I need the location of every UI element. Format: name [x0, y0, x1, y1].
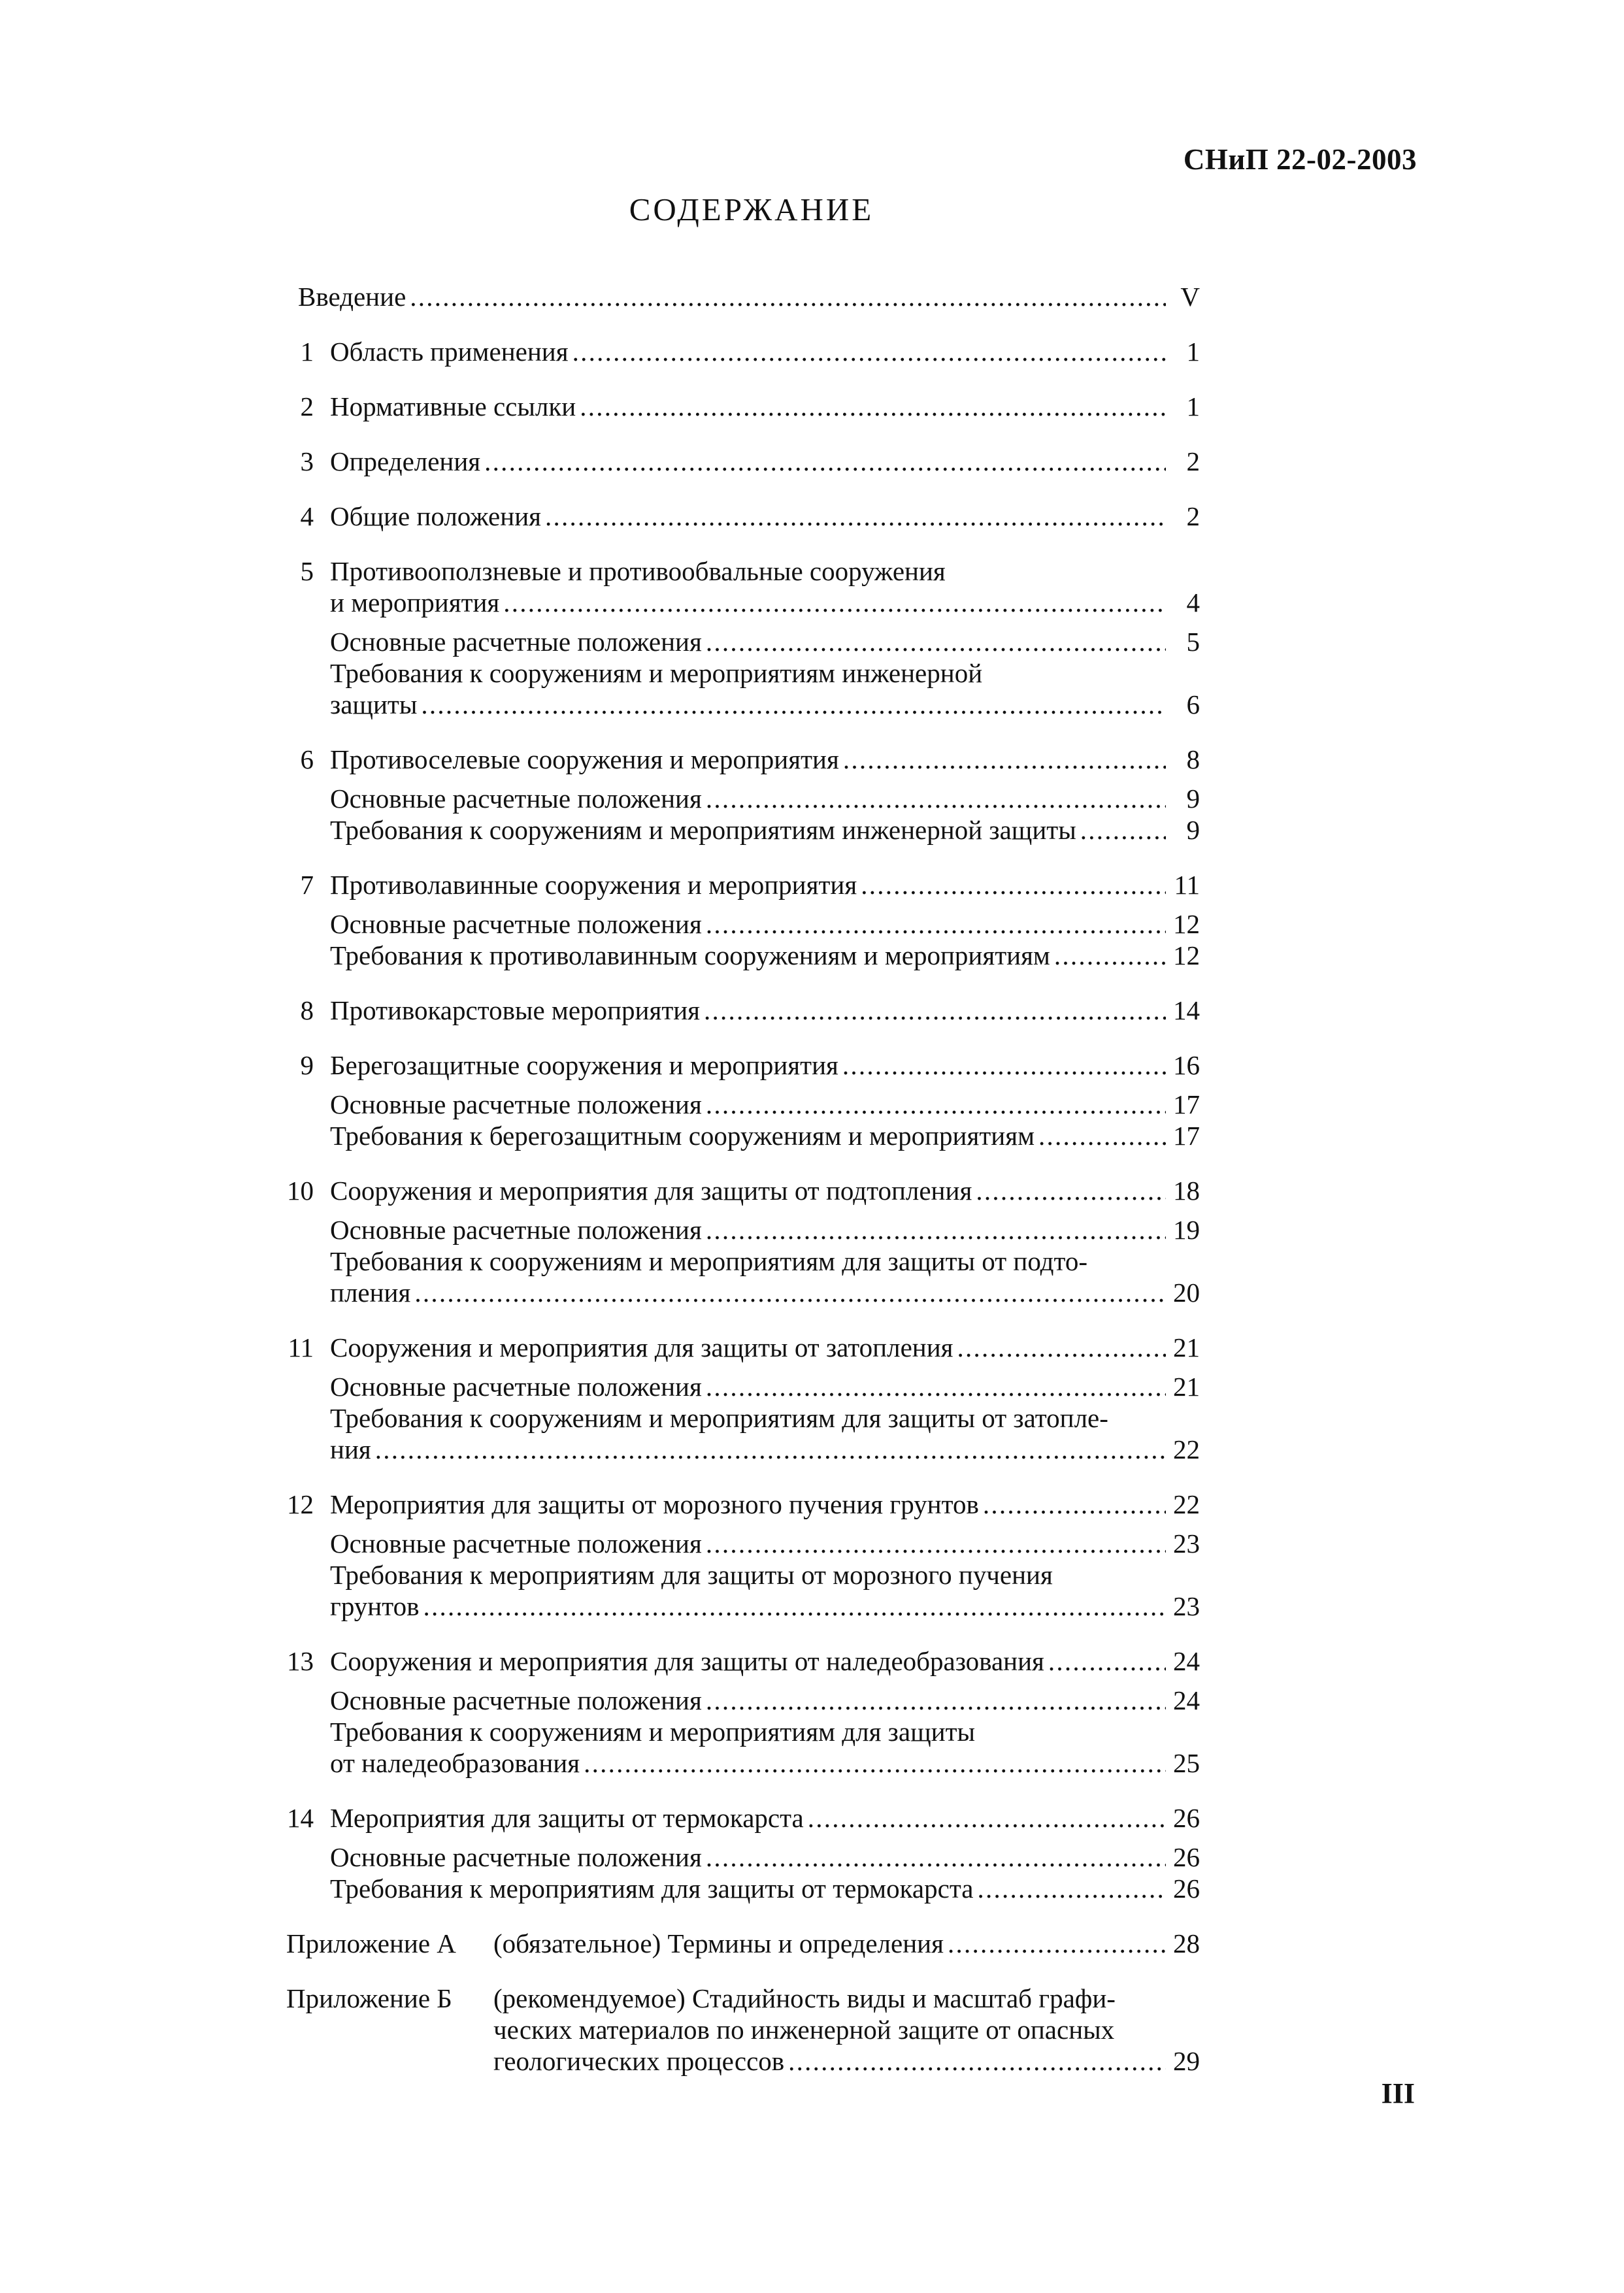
- dot-leader: [584, 1747, 1166, 1779]
- toc-page-number: 24: [1173, 1646, 1200, 1676]
- toc-entry-section-8[interactable]: [300, 995, 1200, 1026]
- toc-entry-title-cont: ческих материалов по инженерной защите от опасных: [493, 2015, 1115, 2045]
- toc-subentry-10-2[interactable]: [330, 1277, 1200, 1308]
- toc-page-number: 23: [1173, 1528, 1200, 1559]
- dot-leader: [808, 1802, 1166, 1834]
- dot-leader: [704, 995, 1166, 1026]
- dot-leader: [1038, 1120, 1166, 1151]
- toc-subentry-title: Требования к берегозащитным сооружениям и мероприятиям: [330, 1121, 1035, 1151]
- dot-leader: [410, 281, 1166, 312]
- toc-subentry-title: Основные расчетные положения: [330, 1842, 702, 1872]
- dot-leader: [1048, 1645, 1166, 1677]
- toc-subentry-title-cont: ния: [330, 1434, 371, 1464]
- toc-entry-section-6[interactable]: [300, 744, 1200, 775]
- toc-page-number: V: [1180, 282, 1200, 312]
- toc-subentry-5-1[interactable]: [330, 626, 1200, 657]
- toc-subentry-title-cont: защиты: [330, 689, 418, 719]
- toc-subentry-title: Основные расчетные положения: [330, 1685, 702, 1715]
- section-number: 2: [300, 391, 314, 421]
- toc-entry-title: (обязательное) Термины и определения: [493, 1928, 944, 1958]
- toc-subentry-9-1[interactable]: [330, 1089, 1200, 1120]
- toc-entry-title: Берегозащитные сооружения и мероприятия: [330, 1050, 838, 1080]
- toc-page-number: 20: [1173, 1278, 1200, 1308]
- toc-subentry-title: Основные расчетные положения: [330, 627, 702, 657]
- dot-leader: [788, 2045, 1166, 2077]
- toc-page-number: 5: [1186, 627, 1200, 657]
- toc-page-number: 21: [1173, 1372, 1200, 1402]
- toc-page-number: 23: [1173, 1591, 1200, 1621]
- toc-entry-title-cont: и мероприятия: [330, 587, 500, 618]
- toc-subentry-title-cont: от наледеобразования: [330, 1748, 580, 1778]
- dot-leader: [861, 869, 1166, 900]
- document-code: СНиП 22-02-2003: [1183, 143, 1417, 176]
- toc-entry-title: Сооружения и мероприятия для защиты от затопления: [330, 1332, 953, 1362]
- toc-page-number: 25: [1173, 1748, 1200, 1778]
- toc-subentry-6-1[interactable]: [330, 783, 1200, 814]
- dot-leader: [580, 391, 1166, 422]
- toc-entry-title: Противоселевые сооружения и мероприятия: [330, 744, 839, 774]
- toc-page-number: 26: [1173, 1842, 1200, 1872]
- toc-subentry-13-2[interactable]: [330, 1747, 1200, 1779]
- toc-subentry-title: Основные расчетные положения: [330, 909, 702, 939]
- toc-subentry-title: Основные расчетные положения: [330, 784, 702, 814]
- toc-page-number: 4: [1186, 587, 1200, 618]
- dot-leader: [706, 1528, 1166, 1559]
- toc-subentry-title: Требования к сооружениям и мероприятиям инженерной защиты: [330, 815, 1076, 845]
- toc-entry-title: Противолавинные сооружения и мероприятия: [330, 870, 857, 900]
- dot-leader: [545, 501, 1166, 532]
- toc-entry-section-7[interactable]: [300, 869, 1200, 900]
- dot-leader: [976, 1175, 1166, 1206]
- toc-page-number: 9: [1186, 784, 1200, 814]
- toc-entry-title: Общие положения: [330, 501, 541, 531]
- toc-entry-section-13[interactable]: [287, 1645, 1200, 1677]
- toc-subentry-title: Требования к сооружениям и мероприятиям для защиты от затопле-: [330, 1403, 1108, 1433]
- toc-subentry-14-2[interactable]: [330, 1873, 1200, 1904]
- toc-entry-title: Область применения: [330, 337, 569, 367]
- dot-leader: [842, 1049, 1166, 1081]
- toc-subentry-title: Требования к сооружениям и мероприятиям инженерной: [330, 658, 983, 688]
- section-number: 11: [288, 1332, 314, 1362]
- toc-page-number: 19: [1173, 1215, 1200, 1245]
- section-number: 4: [300, 501, 314, 531]
- dot-leader: [948, 1928, 1166, 1959]
- dot-leader: [1080, 814, 1166, 846]
- dot-leader: [423, 1591, 1166, 1622]
- toc-entry-section-11[interactable]: [288, 1332, 1200, 1363]
- toc-entry-section-10[interactable]: [287, 1175, 1200, 1206]
- toc-entry-section-2[interactable]: [300, 391, 1200, 422]
- toc-subentry-title: Требования к мероприятиям для защиты от термокарста: [330, 1873, 974, 1904]
- toc-subentry-14-1[interactable]: [330, 1841, 1200, 1873]
- toc-page-number: 12: [1173, 940, 1200, 970]
- dot-leader: [706, 1685, 1166, 1716]
- toc-subentry-12-1[interactable]: [330, 1528, 1200, 1559]
- toc-page-number: 26: [1173, 1873, 1200, 1904]
- toc-page-number: 2: [1186, 501, 1200, 531]
- toc-subentry-13-1[interactable]: [330, 1685, 1200, 1716]
- appendix-a-label: Приложение А: [286, 1928, 456, 1958]
- dot-leader: [375, 1434, 1166, 1465]
- section-number: 13: [287, 1646, 314, 1676]
- toc-entry-section-3[interactable]: [300, 446, 1200, 477]
- toc-page-number: 17: [1173, 1089, 1200, 1119]
- toc-subentry-12-2-title[interactable]: [330, 1559, 1053, 1591]
- dot-leader: [983, 1489, 1166, 1520]
- dot-leader: [414, 1277, 1166, 1308]
- dot-leader: [706, 1371, 1166, 1402]
- toc-entry-title: Противооползневые и противообвальные сооружения: [330, 556, 946, 586]
- section-number: 8: [300, 995, 314, 1025]
- section-number: 14: [287, 1803, 314, 1833]
- toc-page-number: 18: [1173, 1176, 1200, 1206]
- toc-subentry-6-2[interactable]: [330, 814, 1200, 846]
- toc-page-number: 11: [1174, 870, 1200, 900]
- toc-entry-title: Сооружения и мероприятия для защиты от подтопления: [330, 1176, 972, 1206]
- toc-subentry-13-2-title[interactable]: [330, 1716, 975, 1747]
- toc-subentry-title: Основные расчетные положения: [330, 1215, 702, 1245]
- toc-subentry-9-2[interactable]: [330, 1120, 1200, 1151]
- toc-entry-appendix-a[interactable]: [493, 1928, 1200, 1959]
- toc-entry-title-cont: геологических процессов: [493, 2046, 785, 2076]
- toc-subentry-7-2[interactable]: [330, 940, 1200, 971]
- toc-page-number: 28: [1173, 1928, 1200, 1958]
- toc-subentry-title-cont: грунтов: [330, 1591, 420, 1621]
- dot-leader: [706, 626, 1166, 657]
- page-number: III: [1381, 2077, 1415, 2109]
- toc-subentry-10-1[interactable]: [330, 1214, 1200, 1245]
- toc-subentry-title: Требования к противолавинным сооружениям и мероприятиям: [330, 940, 1050, 970]
- toc-page-number: 14: [1173, 995, 1200, 1025]
- section-number: 5: [300, 556, 314, 586]
- toc-entry-title: Мероприятия для защиты от морозного пучения грунтов: [330, 1489, 979, 1519]
- dot-leader: [706, 1214, 1166, 1245]
- toc-page-number: 17: [1173, 1121, 1200, 1151]
- toc-entry-title: Противокарстовые мероприятия: [330, 995, 701, 1025]
- toc-subentry-title: Основные расчетные положения: [330, 1372, 702, 1402]
- toc-subentry-11-2-title[interactable]: [330, 1402, 1108, 1434]
- toc-subentry-11-1[interactable]: [330, 1371, 1200, 1402]
- toc-page-number: 16: [1173, 1050, 1200, 1080]
- toc-page-number: 24: [1173, 1685, 1200, 1715]
- dot-leader: [484, 446, 1166, 477]
- toc-subentry-title: Основные расчетные положения: [330, 1528, 702, 1559]
- dot-leader: [706, 908, 1166, 940]
- toc-page-number: 8: [1186, 744, 1200, 774]
- toc-subentry-title: Требования к мероприятиям для защиты от морозного пучения: [330, 1560, 1053, 1590]
- toc-subentry-title: Требования к сооружениям и мероприятиям для защиты от подто-: [330, 1246, 1088, 1276]
- section-number: 6: [300, 744, 314, 774]
- toc-entry-appendix-b[interactable]: [493, 2045, 1200, 2077]
- page-title: СОДЕРЖАНИЕ: [629, 191, 874, 227]
- dot-leader: [706, 1841, 1166, 1873]
- section-number: 9: [300, 1050, 314, 1080]
- toc-entry-title: (рекомендуемое) Стадийность виды и масштаб графи-: [493, 1983, 1116, 2013]
- dot-leader: [706, 1089, 1166, 1120]
- toc-subentry-11-2[interactable]: [330, 1434, 1200, 1465]
- dot-leader: [706, 783, 1166, 814]
- appendix-b-label: Приложение Б: [286, 1983, 452, 2013]
- toc-subentry-10-2-title[interactable]: [330, 1245, 1087, 1277]
- toc-entry-section-12[interactable]: [287, 1489, 1200, 1520]
- section-number: 1: [300, 337, 314, 367]
- dot-leader: [977, 1873, 1166, 1904]
- toc-entry-appendix-b-line1[interactable]: [493, 1983, 1116, 2014]
- section-number: 12: [287, 1489, 314, 1519]
- dot-leader: [957, 1332, 1166, 1363]
- toc-entry-section-9[interactable]: [300, 1049, 1200, 1081]
- toc-page-number: 1: [1186, 391, 1200, 421]
- section-number: 7: [300, 870, 314, 900]
- toc-subentry-12-2[interactable]: [330, 1591, 1200, 1622]
- toc-page-number: 12: [1173, 909, 1200, 939]
- toc-page-number: 29: [1173, 2046, 1200, 2076]
- toc-entry-title: Введение: [298, 282, 406, 312]
- toc-page-number: 22: [1173, 1434, 1200, 1464]
- dot-leader: [503, 587, 1166, 618]
- toc-page-number: 9: [1186, 815, 1200, 845]
- toc-page-number: 6: [1186, 689, 1200, 719]
- section-number: 10: [287, 1176, 314, 1206]
- toc-subentry-7-1[interactable]: [330, 908, 1200, 940]
- toc-entry-section-5[interactable]: [330, 587, 1200, 618]
- toc-entry-title: Сооружения и мероприятия для защиты от наледеобразования: [330, 1646, 1044, 1676]
- toc-entry-section-1[interactable]: [300, 336, 1200, 367]
- toc-entry-section-4[interactable]: [300, 501, 1200, 532]
- toc-subentry-5-2[interactable]: [330, 689, 1200, 720]
- toc-page-number: 1: [1186, 337, 1200, 367]
- dot-leader: [1054, 940, 1166, 971]
- toc-entry-appendix-b-line2[interactable]: [493, 2014, 1114, 2045]
- toc-subentry-title-cont: пления: [330, 1278, 411, 1308]
- section-number: 3: [300, 446, 314, 476]
- toc-subentry-title: Основные расчетные положения: [330, 1089, 702, 1119]
- toc-entry-title: Определения: [330, 446, 481, 476]
- toc-subentry-title: Требования к сооружениям и мероприятиям для защиты: [330, 1717, 976, 1747]
- toc-page-number: 21: [1173, 1332, 1200, 1362]
- toc-page-number: 22: [1173, 1489, 1200, 1519]
- toc-entry-section-14[interactable]: [287, 1802, 1200, 1834]
- dot-leader: [843, 744, 1166, 775]
- toc-page-number: 26: [1173, 1803, 1200, 1833]
- toc-entry-intro[interactable]: [298, 281, 1200, 312]
- toc-entry-title: Нормативные ссылки: [330, 391, 576, 421]
- dot-leader: [572, 336, 1166, 367]
- dot-leader: [421, 689, 1166, 720]
- toc-entry-title: Мероприятия для защиты от термокарста: [330, 1803, 804, 1833]
- toc-page-number: 2: [1186, 446, 1200, 476]
- toc-entry-section-5-title[interactable]: [300, 555, 946, 587]
- toc-subentry-5-2-title[interactable]: [330, 657, 982, 689]
